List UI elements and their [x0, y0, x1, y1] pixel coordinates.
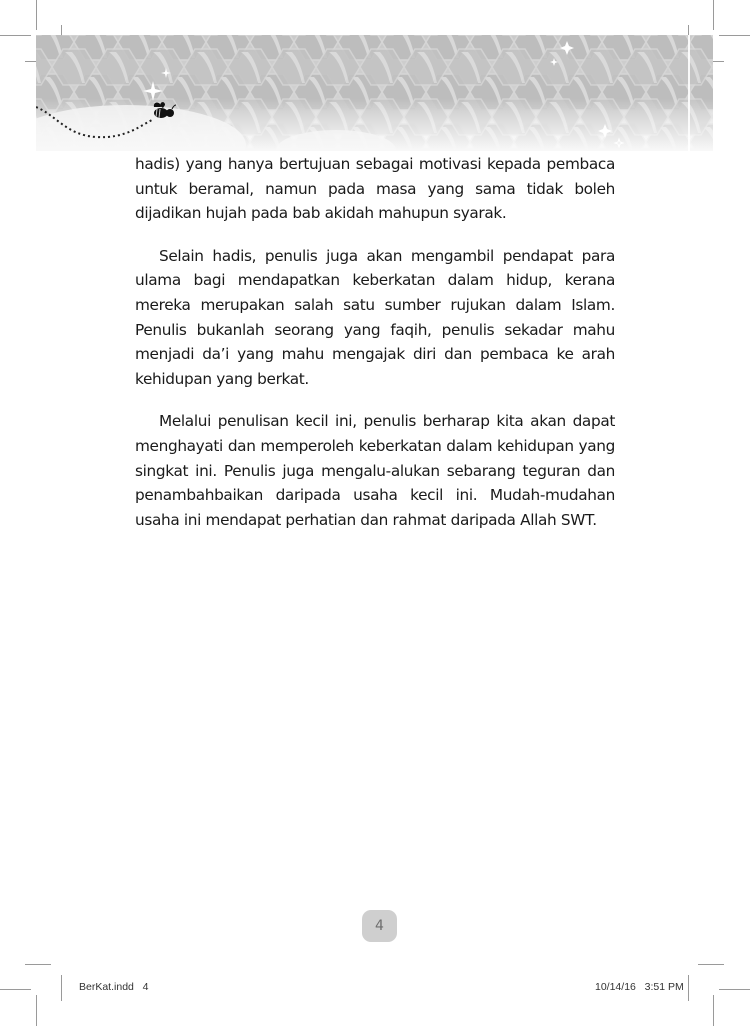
bee-icon: [152, 101, 178, 121]
crop-mark: [713, 0, 714, 30]
paragraph: hadis) yang hanya bertujuan sebagai motivasi kepada pembaca untuk beramal, namun pada masa yang sama tidak boleh dijadikan hujah pada bab akidah mahupun syarak.: [135, 155, 615, 223]
crop-mark: [713, 995, 714, 1026]
crop-guide: [688, 35, 690, 151]
crop-mark: [719, 989, 750, 990]
page-number: 4: [375, 918, 384, 934]
crop-mark: [698, 964, 724, 965]
slug-timestamp: 10/14/16 3:51 PM: [595, 981, 684, 993]
crop-mark: [36, 0, 37, 30]
crop-mark: [0, 35, 31, 36]
slug-file: BerKat.indd 4: [79, 981, 149, 993]
crop-mark: [25, 964, 51, 965]
crop-mark: [688, 975, 689, 1001]
honeycomb-pattern: [36, 35, 713, 151]
crop-mark: [61, 975, 62, 1001]
crop-mark: [0, 989, 31, 990]
paragraph: Selain hadis, penulis juga akan mengambil pendapat para ulama bagi mendapatkan keberkatan dalam hidup, kerana mereka merupakan salah satu sumber rujukan dalam Islam. Penulis bukanlah seorang yang faqih, penulis sekadar mahu menjadi da’i yang mahu mengajak diri dan pembaca ke arah kehidupan yang berkat.: [135, 246, 615, 388]
body-text: [135, 152, 615, 550]
page-number-badge: [362, 910, 397, 942]
crop-mark: [36, 995, 37, 1026]
crop-mark: [719, 35, 750, 36]
honeycomb-banner: [36, 35, 713, 151]
paragraph: Melalui penulisan kecil ini, penulis berharap kita akan dapat menghayati dan memperoleh keberkatan dalam kehidupan yang singkat ini. Penulis juga mengalu-alukan sebarang teguran dan penambahbaikan daripada usaha kecil ini. Mudah-mudahan usaha ini mendapat perhatian dan rahmat daripada Allah SWT.: [135, 412, 615, 529]
